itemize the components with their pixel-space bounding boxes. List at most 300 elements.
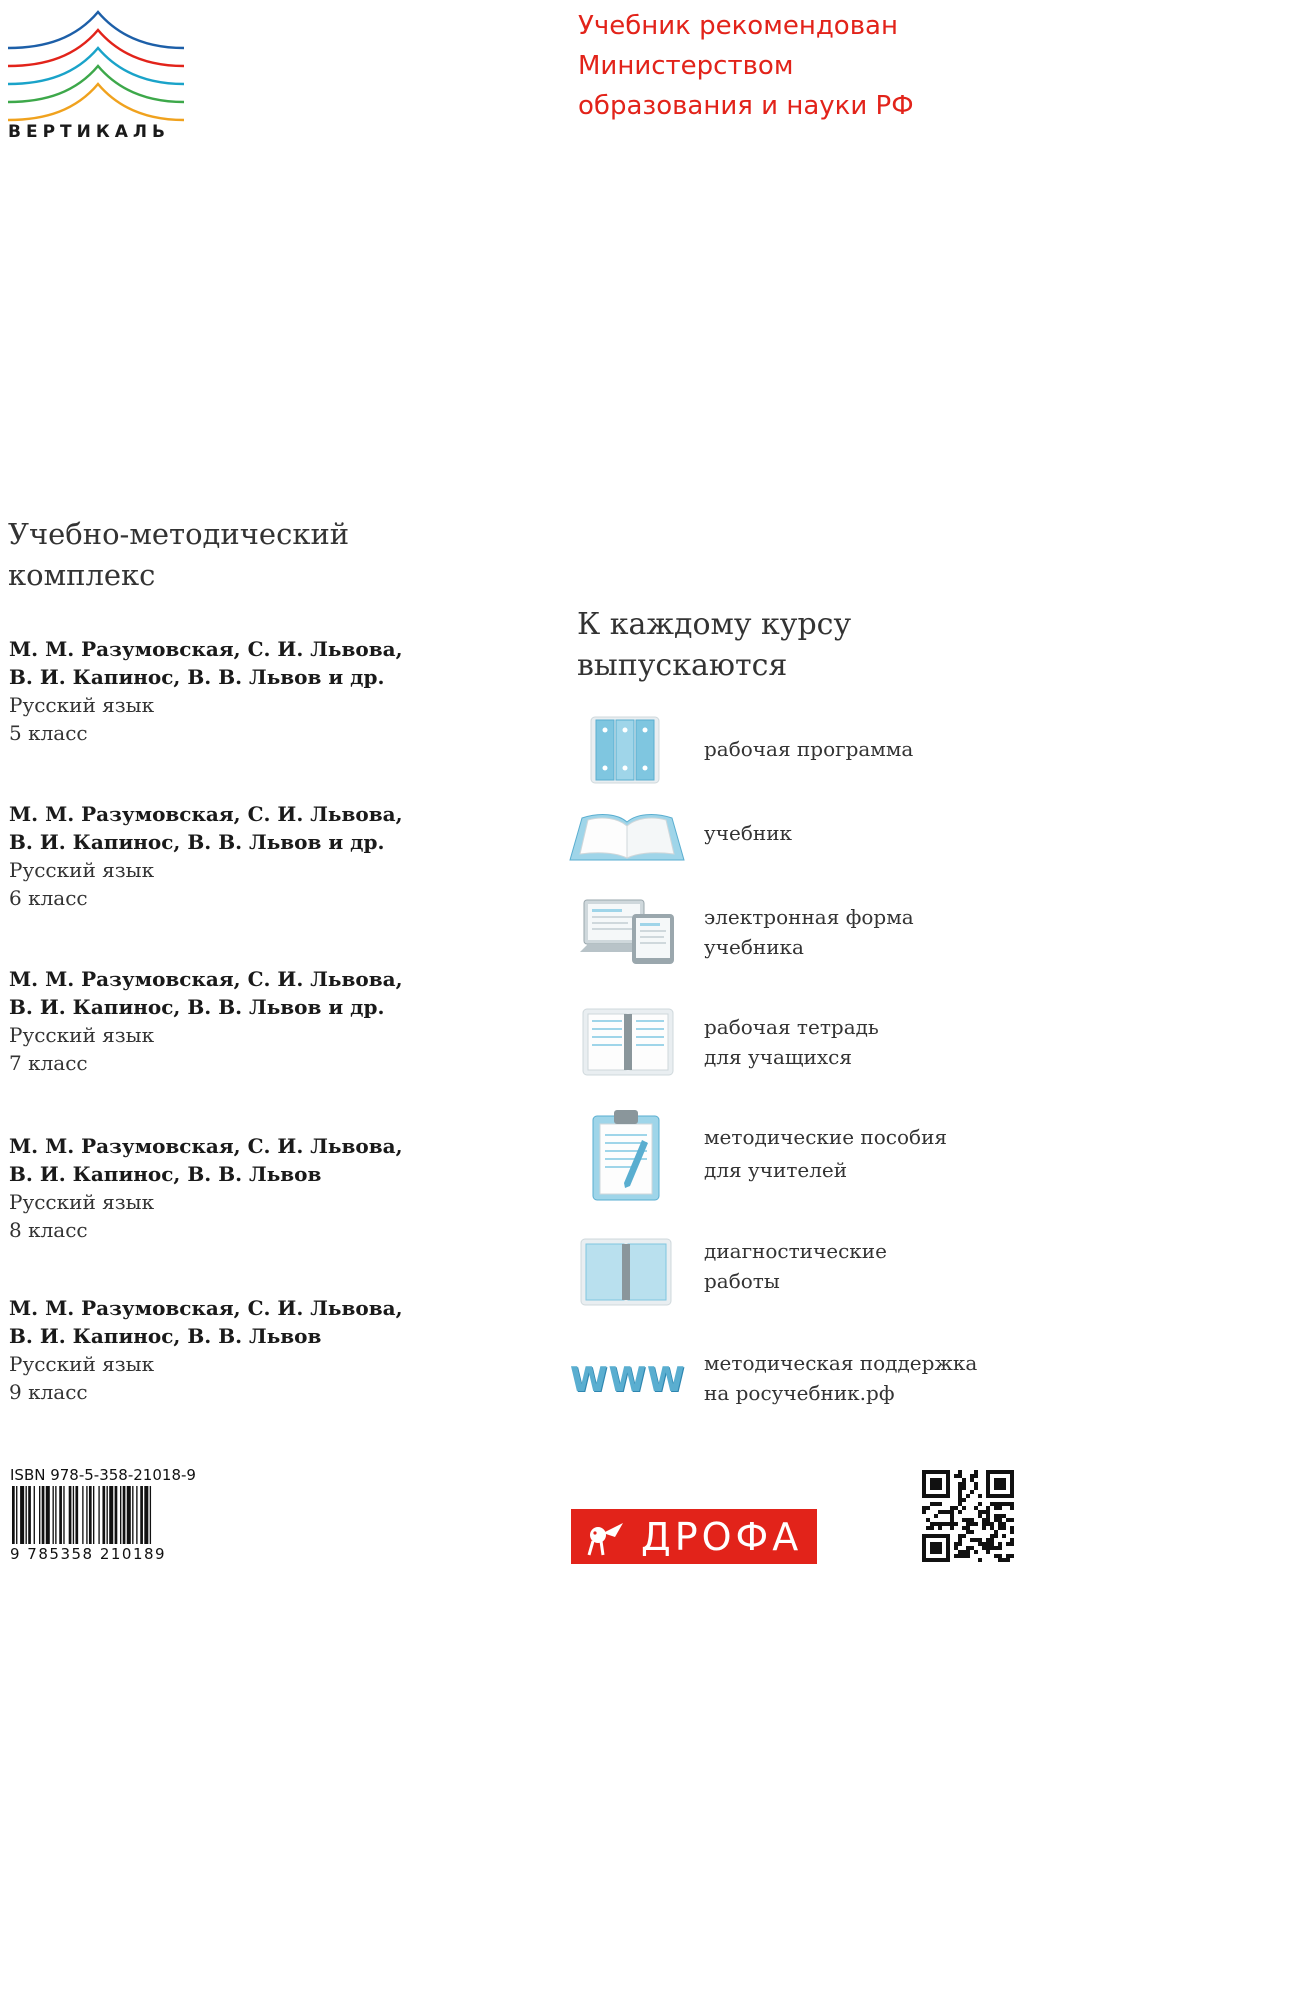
qr-module (966, 1554, 970, 1558)
qr-module (930, 1470, 934, 1474)
book-grade: 9 класс (9, 1380, 88, 1404)
resource-label-line: учебник (704, 821, 793, 845)
qr-module (934, 1494, 938, 1498)
book-authors: В. И. Капинос, В. В. Львов и др. (9, 830, 385, 854)
qr-module (922, 1510, 926, 1514)
qr-module (930, 1522, 934, 1526)
qr-module (938, 1510, 942, 1514)
qr-module (998, 1558, 1002, 1562)
qr-module (982, 1546, 986, 1550)
notebook-icon (580, 1006, 676, 1078)
barcode-bar (42, 1486, 45, 1544)
qr-module (990, 1534, 994, 1538)
qr-module (1010, 1526, 1014, 1530)
qr-module (998, 1522, 1002, 1526)
qr-module (982, 1510, 986, 1514)
qr-module (958, 1498, 962, 1502)
barcode-bar (120, 1486, 121, 1544)
qr-module (994, 1494, 998, 1498)
qr-module (990, 1546, 994, 1550)
qr-module (986, 1486, 990, 1490)
barcode-bar (140, 1486, 143, 1544)
qr-module (958, 1490, 962, 1494)
qr-module (994, 1482, 998, 1486)
qr-module (966, 1550, 970, 1554)
qr-module (934, 1470, 938, 1474)
qr-module (922, 1558, 926, 1562)
qr-module (922, 1494, 926, 1498)
qr-module (950, 1510, 954, 1514)
qr-module (998, 1514, 1002, 1518)
qr-module (954, 1522, 958, 1526)
barcode-bar (12, 1486, 15, 1544)
resource-label-line: рабочая программа (704, 737, 914, 761)
resource-label-line: для учителей (704, 1158, 848, 1182)
qr-module (970, 1478, 974, 1482)
qr-module (998, 1554, 1002, 1558)
qr-module (990, 1502, 994, 1506)
qr-module (978, 1558, 982, 1562)
qr-module (1002, 1502, 1006, 1506)
qr-module (990, 1470, 994, 1474)
qr-module (926, 1518, 930, 1522)
resource-label-line: работы (704, 1269, 780, 1293)
qr-module (954, 1474, 958, 1478)
course-heading (577, 604, 851, 686)
qr-module (946, 1554, 950, 1558)
qr-module (970, 1522, 974, 1526)
qr-module (946, 1470, 950, 1474)
qr-module (990, 1538, 994, 1542)
qr-module (1010, 1474, 1014, 1478)
qr-module (938, 1470, 942, 1474)
book-subject: Русский язык (9, 1023, 155, 1047)
qr-module (950, 1506, 954, 1510)
book-grade: 5 класс (9, 721, 88, 745)
qr-module (926, 1526, 930, 1530)
qr-module (994, 1534, 998, 1538)
qr-module (954, 1542, 958, 1546)
barcode-bar (98, 1486, 99, 1544)
bird-icon (583, 1515, 633, 1559)
qr-module (938, 1526, 942, 1530)
qr-module (966, 1494, 970, 1498)
qr-module (974, 1550, 978, 1554)
qr-module (970, 1538, 974, 1542)
qr-module (950, 1526, 954, 1530)
qr-module (930, 1558, 934, 1562)
qr-module (934, 1534, 938, 1538)
qr-module (958, 1474, 962, 1478)
qr-module (990, 1542, 994, 1546)
resource-label (704, 1348, 977, 1408)
qr-module (958, 1542, 962, 1546)
qr-module (970, 1490, 974, 1494)
qr-module (938, 1546, 942, 1550)
qr-module (978, 1502, 982, 1506)
qr-module (1010, 1482, 1014, 1486)
qr-module (958, 1550, 962, 1554)
recommendation-line: Министерством (578, 51, 794, 81)
qr-module (946, 1534, 950, 1538)
qr-module (998, 1518, 1002, 1522)
qr-module (942, 1522, 946, 1526)
qr-module (986, 1538, 990, 1542)
qr-module (958, 1534, 962, 1538)
qr-module (946, 1510, 950, 1514)
qr-module (970, 1530, 974, 1534)
qr-module (990, 1526, 994, 1530)
qr-module (922, 1550, 926, 1554)
barcode-bar (63, 1486, 64, 1544)
qr-module (982, 1522, 986, 1526)
umk-heading-line: комплекс (8, 558, 156, 592)
qr-module (922, 1474, 926, 1478)
book-subject: Русский язык (9, 858, 155, 882)
book-authors: В. И. Капинос, В. В. Львов и др. (9, 995, 385, 1019)
barcode-bar (115, 1486, 118, 1544)
qr-module (986, 1506, 990, 1510)
book-authors: М. М. Разумовская, С. И. Львова, (9, 1134, 403, 1158)
barcode-bar (59, 1486, 62, 1544)
qr-module (1002, 1494, 1006, 1498)
series-name: ВЕРТИКАЛЬ (8, 122, 170, 142)
qr-module (994, 1478, 998, 1482)
recommendation-line: Учебник рекомендован (578, 11, 898, 41)
qr-module (974, 1470, 978, 1474)
qr-module (930, 1542, 934, 1546)
qr-module (978, 1542, 982, 1546)
barcode-bar (107, 1486, 108, 1544)
qr-module (946, 1478, 950, 1482)
resource-label-line: диагностические (704, 1239, 887, 1263)
qr-module (1006, 1470, 1010, 1474)
qr-module (942, 1534, 946, 1538)
qr-module (986, 1518, 990, 1522)
qr-module (930, 1534, 934, 1538)
book-authors: В. И. Капинос, В. В. Львов и др. (9, 665, 385, 689)
drofa-logo (571, 1509, 817, 1564)
qr-module (934, 1486, 938, 1490)
qr-module (1002, 1486, 1006, 1490)
barcode-bar (93, 1486, 94, 1544)
qr-module (938, 1494, 942, 1498)
qr-module (1002, 1482, 1006, 1486)
barcode-bar (16, 1486, 17, 1544)
barcode-bar (136, 1486, 137, 1544)
drofa-name: ДРОФА (641, 1515, 803, 1559)
qr-module (938, 1522, 942, 1526)
qr-module (982, 1526, 986, 1530)
clipboard-icon (590, 1106, 662, 1204)
qr-module (986, 1514, 990, 1518)
qr-module (1006, 1554, 1010, 1558)
qr-module (998, 1482, 1002, 1486)
book-authors: М. М. Разумовская, С. И. Львова, (9, 802, 403, 826)
qr-module (998, 1502, 1002, 1506)
resource-label-line: учебника (704, 935, 804, 959)
qr-module (922, 1482, 926, 1486)
qr-module (962, 1534, 966, 1538)
barcode-bar (53, 1486, 54, 1544)
qr-module (986, 1542, 990, 1546)
qr-module (938, 1550, 942, 1554)
barcode-bar (89, 1486, 92, 1544)
qr-module (934, 1478, 938, 1482)
recommendation-text (578, 6, 998, 126)
qr-module (974, 1482, 978, 1486)
qr-module (958, 1482, 962, 1486)
qr-module (946, 1538, 950, 1542)
qr-module (922, 1554, 926, 1558)
qr-module (1002, 1470, 1006, 1474)
qr-module (986, 1482, 990, 1486)
barcode-bar (123, 1486, 126, 1544)
barcode-digits: 9 785358 210189 (10, 1545, 167, 1563)
qr-module (1006, 1558, 1010, 1562)
qr-module (994, 1486, 998, 1490)
qr-module (1010, 1554, 1014, 1558)
qr-module (970, 1546, 974, 1550)
barcode-bar (46, 1486, 50, 1544)
devices-icon (580, 896, 678, 968)
resource-label-line: для учащихся (704, 1045, 852, 1069)
qr-code (922, 1470, 1014, 1562)
book-grade: 6 класс (9, 886, 88, 910)
qr-module (978, 1538, 982, 1542)
qr-module (998, 1486, 1002, 1490)
qr-module (934, 1482, 938, 1486)
qr-module (1006, 1518, 1010, 1522)
qr-module (974, 1474, 978, 1478)
qr-module (930, 1486, 934, 1490)
qr-module (994, 1502, 998, 1506)
qr-module (1006, 1494, 1010, 1498)
qr-module (922, 1542, 926, 1546)
qr-module (966, 1518, 970, 1522)
barcode-bar (127, 1486, 131, 1544)
qr-module (1002, 1478, 1006, 1482)
qr-module (922, 1534, 926, 1538)
qr-module (922, 1486, 926, 1490)
qr-module (934, 1558, 938, 1562)
recommendation-line: образования и науки РФ (578, 91, 914, 121)
qr-module (946, 1486, 950, 1490)
qr-module (962, 1526, 966, 1530)
qr-module (926, 1494, 930, 1498)
barcode-bar (86, 1486, 87, 1544)
barcode-bar (144, 1486, 148, 1544)
qr-module (994, 1546, 998, 1550)
qr-module (962, 1506, 966, 1510)
qr-module (954, 1554, 958, 1558)
qr-module (922, 1546, 926, 1550)
qr-module (946, 1550, 950, 1554)
qr-module (998, 1526, 1002, 1530)
qr-module (942, 1494, 946, 1498)
qr-module (922, 1506, 926, 1510)
qr-module (938, 1478, 942, 1482)
barcode-bar (109, 1486, 113, 1544)
qr-module (986, 1550, 990, 1554)
course-heading-line: выпускаются (577, 648, 788, 683)
barcode-bar (34, 1486, 35, 1544)
qr-module (958, 1486, 962, 1490)
barcode-bar (150, 1486, 151, 1544)
resource-label-line: на росучебник.рф (704, 1381, 895, 1405)
qr-module (974, 1522, 978, 1526)
qr-module (998, 1494, 1002, 1498)
qr-module (994, 1506, 998, 1510)
qr-module (938, 1534, 942, 1538)
qr-module (970, 1474, 974, 1478)
qr-module (1010, 1470, 1014, 1474)
resource-label-line: электронная форма (704, 905, 914, 929)
qr-module (950, 1514, 954, 1518)
qr-module (994, 1554, 998, 1558)
qr-module (926, 1558, 930, 1562)
qr-module (962, 1478, 966, 1482)
barcode-bar (102, 1486, 105, 1544)
resource-label (704, 1012, 879, 1072)
qr-module (966, 1530, 970, 1534)
qr-module (1002, 1526, 1006, 1530)
qr-module (962, 1550, 966, 1554)
qr-module (958, 1510, 962, 1514)
qr-module (950, 1522, 954, 1526)
qr-module (970, 1518, 974, 1522)
qr-module (994, 1530, 998, 1534)
qr-module (930, 1478, 934, 1482)
barcode-bar (73, 1486, 74, 1544)
qr-module (922, 1538, 926, 1542)
qr-module (998, 1506, 1002, 1510)
qr-module (1002, 1522, 1006, 1526)
qr-module (930, 1482, 934, 1486)
qr-module (966, 1522, 970, 1526)
qr-module (938, 1542, 942, 1546)
qr-module (978, 1510, 982, 1514)
qr-module (974, 1538, 978, 1542)
qr-module (1002, 1534, 1006, 1538)
qr-module (922, 1478, 926, 1482)
qr-module (962, 1482, 966, 1486)
qr-module (978, 1494, 982, 1498)
qr-module (958, 1470, 962, 1474)
barcode-bar (75, 1486, 78, 1544)
umk-heading (8, 514, 349, 596)
book-entry (9, 1294, 429, 1406)
qr-module (982, 1518, 986, 1522)
book-authors: М. М. Разумовская, С. И. Львова, (9, 1296, 403, 1320)
resource-label (704, 902, 914, 962)
qr-module (946, 1474, 950, 1478)
qr-module (922, 1490, 926, 1494)
qr-module (946, 1542, 950, 1546)
qr-module (1010, 1478, 1014, 1482)
qr-module (998, 1542, 1002, 1546)
book-grade: 7 класс (9, 1051, 88, 1075)
qr-module (990, 1494, 994, 1498)
qr-module (946, 1522, 950, 1526)
qr-module (1010, 1490, 1014, 1494)
book-grade: 8 класс (9, 1218, 88, 1242)
resource-label (704, 818, 792, 848)
book-entry (9, 635, 429, 747)
qr-module (966, 1526, 970, 1530)
qr-module (958, 1538, 962, 1542)
qr-module (1010, 1518, 1014, 1522)
qr-module (946, 1558, 950, 1562)
book-subject: Русский язык (9, 1352, 155, 1376)
qr-module (946, 1494, 950, 1498)
qr-module (990, 1522, 994, 1526)
qr-module (994, 1514, 998, 1518)
binder-icon (588, 714, 662, 786)
qr-module (930, 1546, 934, 1550)
qr-module (934, 1522, 938, 1526)
barcode-bar (69, 1486, 72, 1544)
book-entry (9, 1132, 429, 1244)
qr-module (1002, 1558, 1006, 1562)
resource-label-line: методические пособия (704, 1125, 948, 1149)
resource-label (704, 1122, 947, 1185)
qr-module (954, 1546, 958, 1550)
qr-module (974, 1506, 978, 1510)
qr-module (930, 1526, 934, 1530)
book-entry (9, 800, 429, 912)
qr-module (986, 1470, 990, 1474)
qr-module (998, 1470, 1002, 1474)
isbn-text: ISBN 978-5-358-21018-9 (10, 1466, 196, 1484)
qr-module (958, 1494, 962, 1498)
qr-module (926, 1506, 930, 1510)
barcode-bar (55, 1486, 56, 1544)
qr-module (986, 1474, 990, 1478)
qr-module (998, 1478, 1002, 1482)
qr-module (1010, 1486, 1014, 1490)
qr-module (962, 1498, 966, 1502)
qr-module (934, 1542, 938, 1546)
qr-module (962, 1486, 966, 1490)
barcode-bar (132, 1486, 133, 1544)
qr-module (986, 1478, 990, 1482)
book-entry (9, 965, 429, 1077)
qr-module (986, 1510, 990, 1514)
qr-module (934, 1546, 938, 1550)
qr-module (926, 1534, 930, 1538)
resource-label-line: методическая поддержка (704, 1351, 978, 1375)
qr-module (1006, 1502, 1010, 1506)
barcode-bar (20, 1486, 24, 1544)
barcode-image (10, 1486, 210, 1548)
qr-module (942, 1510, 946, 1514)
qr-module (998, 1546, 1002, 1550)
qr-module (934, 1514, 938, 1518)
qr-module (942, 1558, 946, 1562)
qr-module (958, 1554, 962, 1558)
qr-module (1010, 1542, 1014, 1546)
umk-heading-line: Учебно-методический (8, 517, 350, 551)
qr-module (926, 1470, 930, 1474)
qr-module (922, 1470, 926, 1474)
qr-module (938, 1558, 942, 1562)
qr-module (946, 1546, 950, 1550)
qr-module (946, 1482, 950, 1486)
qr-module (954, 1506, 958, 1510)
qr-module (1010, 1506, 1014, 1510)
barcode-bar (28, 1486, 31, 1544)
